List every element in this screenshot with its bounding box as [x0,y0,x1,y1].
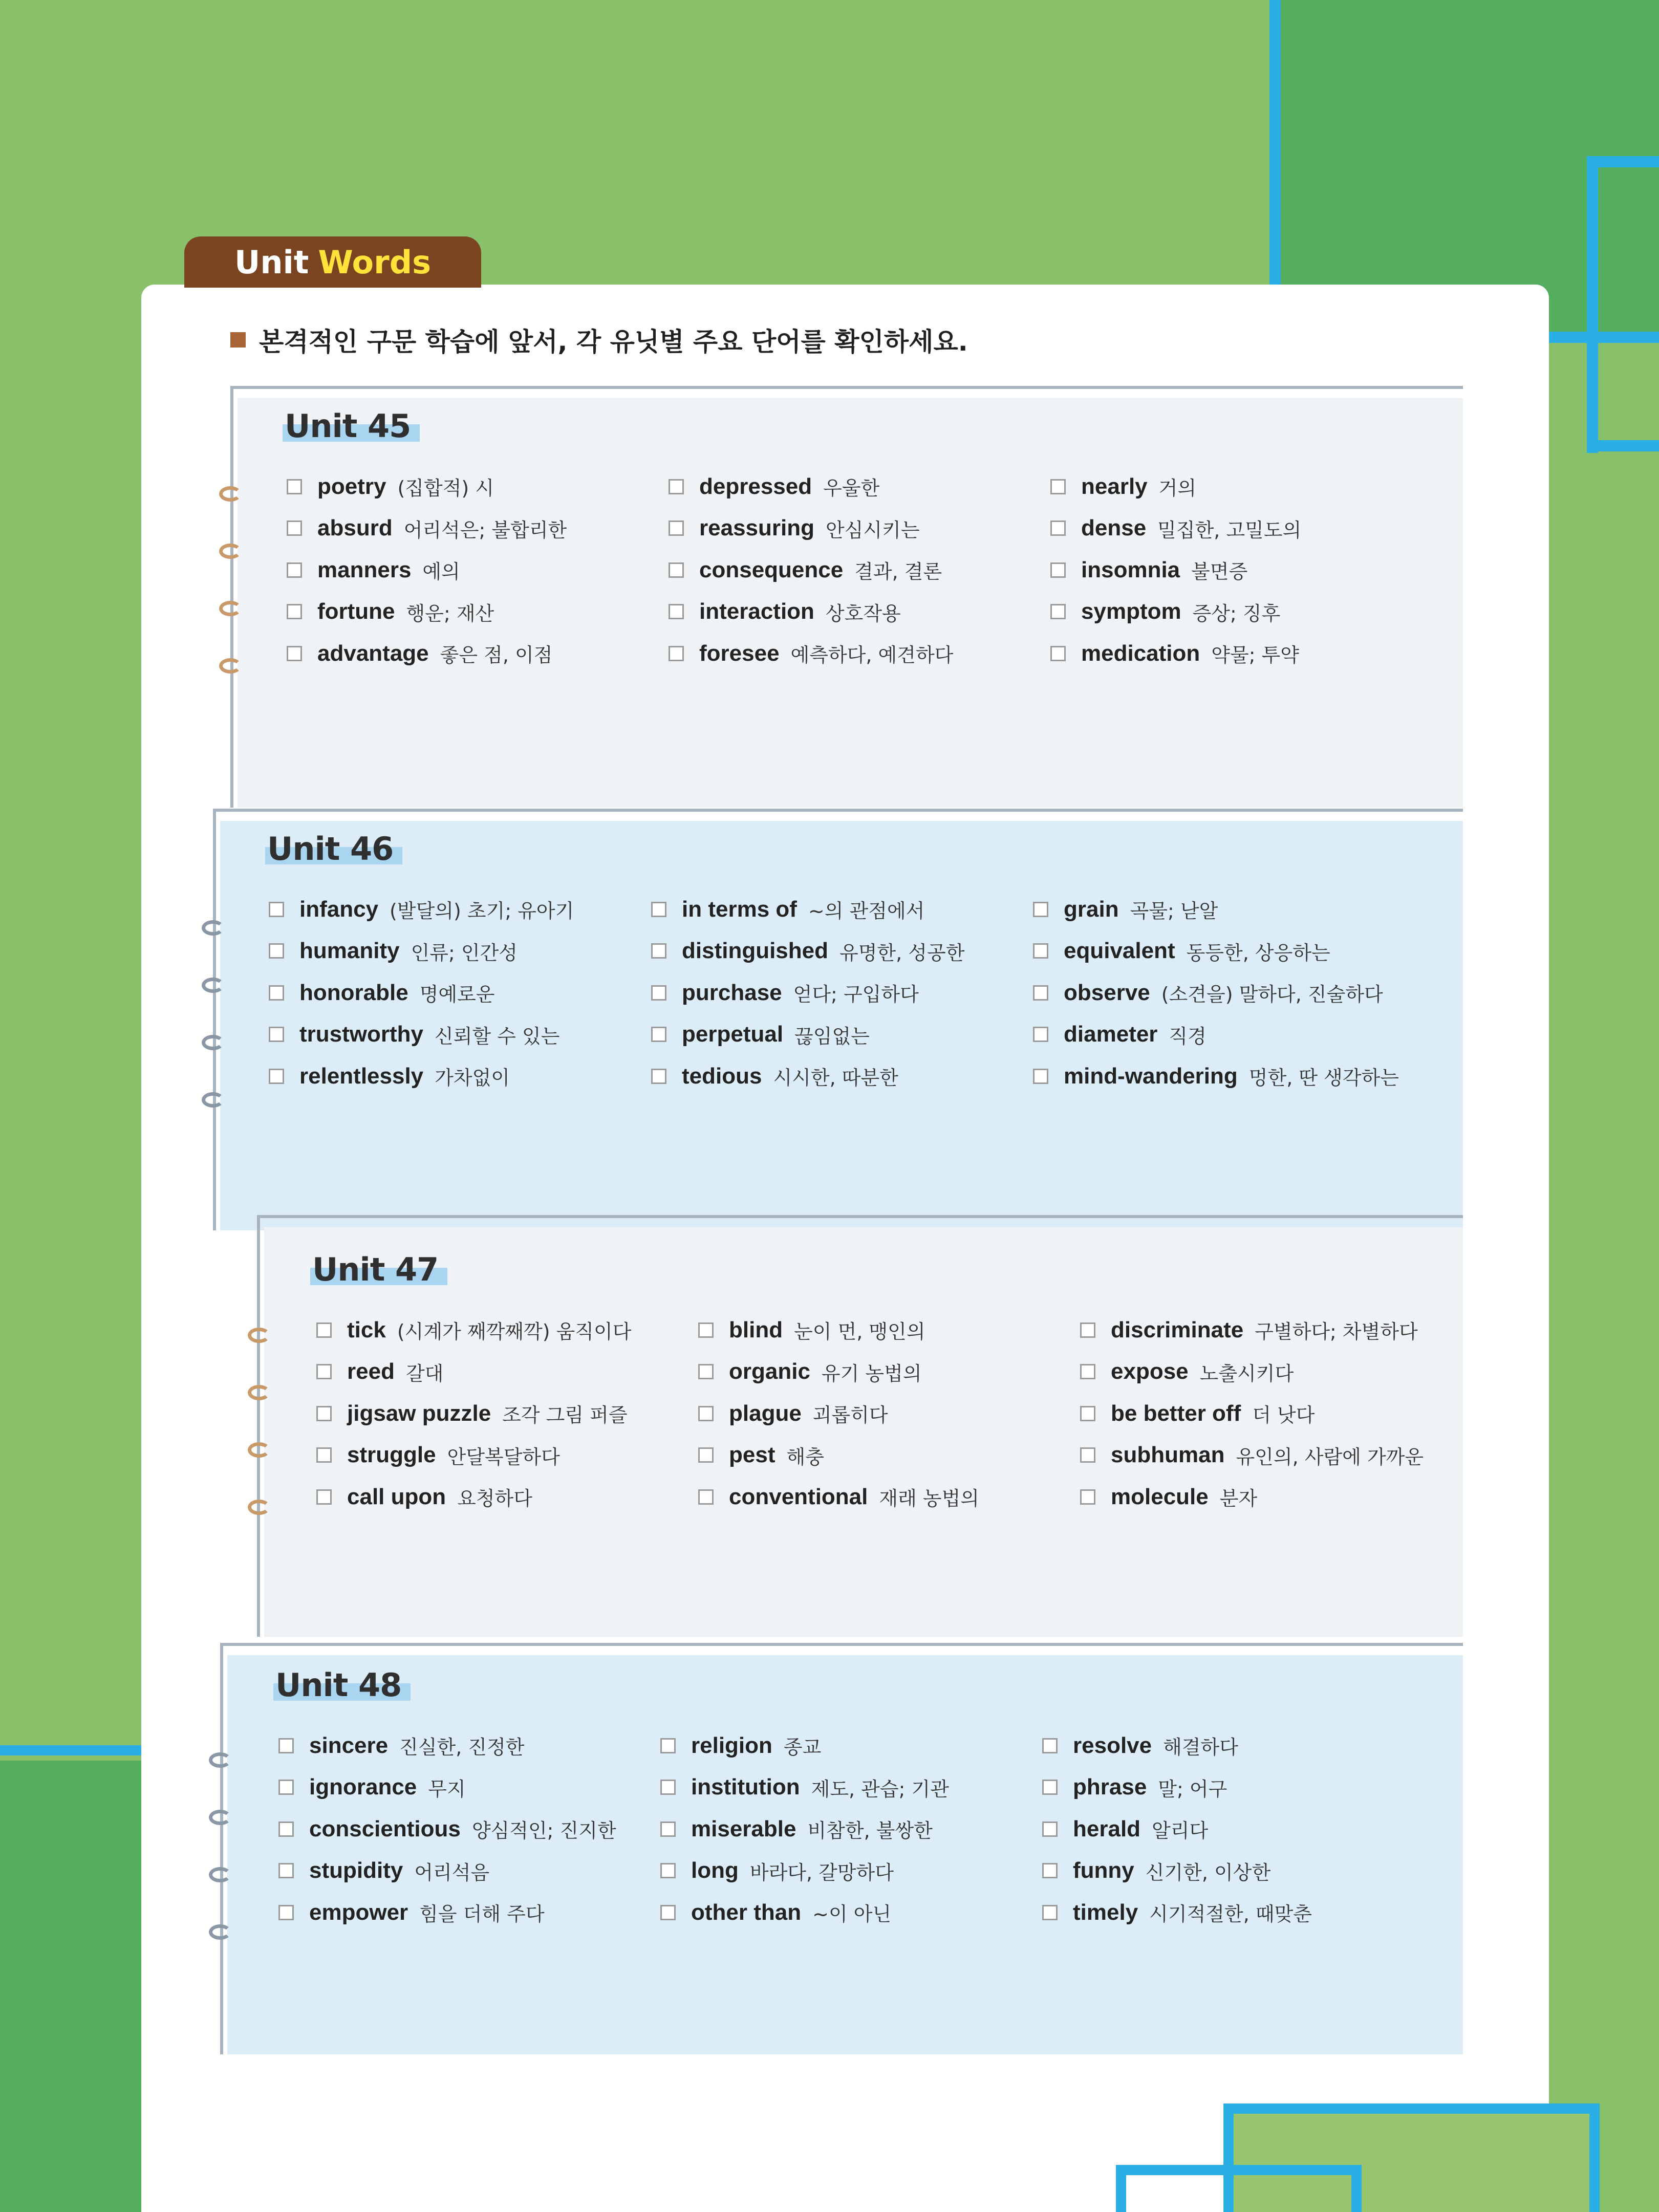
word-english: depressed [699,473,812,499]
word-korean: (발달의) 초기; 유아기 [390,900,574,923]
word-korean: 예의 [422,560,460,583]
word-korean: 곡물; 낟알 [1130,900,1218,923]
binder-ring-icon [209,1752,231,1768]
word-english: reassuring [699,515,814,541]
word-item [660,1850,949,1892]
word-english: blind [729,1317,783,1342]
word-english: humanity [299,938,400,964]
word-english: funny [1073,1858,1134,1883]
word-korean: 어리석은; 불합리한 [403,518,567,541]
checkbox[interactable] [698,1447,714,1463]
unit-words-tab [184,236,481,288]
word-column [669,466,953,675]
checkbox[interactable] [651,1069,666,1084]
word-korean: 얻다; 구입하다 [793,983,919,1006]
decorative-square-bottom-left [0,1761,141,2212]
checkbox[interactable] [278,1780,294,1795]
tab-word-unit: Unit [234,243,309,281]
word-item [1042,1850,1312,1892]
word-column [269,888,574,1097]
unit-title [267,830,393,868]
word-korean: 비참한, 불쌍한 [807,1819,933,1842]
word-item [316,1476,631,1518]
square-bullet-icon [230,332,246,348]
instruction [230,321,968,358]
word-english: pest [729,1442,775,1468]
checkbox[interactable] [1080,1364,1095,1379]
binder-ring-icon [248,1500,270,1515]
decorative-square-bottom-right [1229,2109,1597,2212]
word-item [1042,1892,1312,1934]
word-english: infancy [299,896,379,922]
word-korean: 괴롭히다 [812,1404,888,1427]
word-korean: 해결하다 [1163,1736,1238,1759]
word-english: absurd [317,515,393,541]
word-english: grain [1064,896,1119,922]
word-english: perpetual [682,1022,784,1047]
unit-title [312,1251,438,1288]
word-english: mind-wandering [1064,1063,1238,1089]
word-item [1080,1309,1424,1351]
word-item [1050,508,1301,550]
word-english: tedious [682,1063,762,1089]
checkbox[interactable] [316,1447,332,1463]
instruction-text: 본격적인 구문 학습에 앞서, 각 유닛별 주요 단어를 확인하세요. [259,327,968,357]
checkbox[interactable] [269,1027,284,1042]
word-english: reed [347,1359,395,1384]
word-english: diameter [1064,1022,1158,1047]
word-item [287,591,567,633]
unit-47-card [264,1227,1463,1637]
checkbox[interactable] [1042,1738,1058,1753]
checkbox[interactable] [1042,1863,1058,1878]
checkbox[interactable] [287,562,302,578]
word-korean: 재래 농법의 [879,1487,979,1510]
word-item [651,888,964,930]
word-item [1033,1014,1399,1056]
checkbox[interactable] [660,1821,676,1837]
word-korean: 무지 [428,1777,466,1801]
word-korean: 우울한 [823,477,880,500]
checkbox[interactable] [1042,1821,1058,1837]
decorative-line [0,1745,141,1755]
word-item [278,1892,616,1934]
word-item [660,1808,949,1850]
word-english: phrase [1073,1774,1147,1800]
word-column [287,466,567,675]
word-korean: 말; 어구 [1158,1777,1227,1801]
word-korean: 밀집한, 고밀도의 [1157,518,1302,541]
word-english: miserable [691,1816,796,1841]
checkbox[interactable] [1033,1069,1048,1084]
binder-ring-icon [219,658,242,674]
word-korean: 해충 [786,1445,824,1468]
checkbox[interactable] [698,1489,714,1505]
word-english: relentlessly [299,1063,424,1089]
checkbox[interactable] [278,1905,294,1920]
word-item [651,1014,964,1056]
checkbox[interactable] [269,1069,284,1084]
word-column [1050,466,1301,675]
word-english: purchase [682,980,782,1005]
word-korean: 바라다, 갈망하다 [749,1861,894,1884]
word-item [287,508,567,550]
word-item [278,1808,616,1850]
checkbox[interactable] [669,479,684,494]
word-item [651,930,964,972]
checkbox[interactable] [669,646,684,661]
word-item [660,1767,949,1809]
word-english: insomnia [1081,557,1180,582]
binder-ring-icon [248,1328,270,1343]
word-item [316,1435,631,1477]
word-english: expose [1111,1359,1189,1384]
word-korean: 어리석음 [414,1861,490,1884]
checkbox[interactable] [278,1863,294,1878]
word-korean: 시시한, 따분한 [773,1067,898,1090]
word-item [287,633,567,675]
checkbox[interactable] [669,521,684,536]
word-english: organic [729,1359,810,1384]
word-item [278,1850,616,1892]
word-english: nearly [1081,473,1148,499]
word-english: in terms of [682,896,797,922]
word-korean: 끊임없는 [794,1025,870,1048]
checkbox[interactable] [278,1821,294,1837]
word-english: empower [309,1899,408,1925]
word-item [1042,1725,1312,1767]
word-item [669,633,953,675]
word-item [698,1309,979,1351]
checkbox[interactable] [1050,604,1066,619]
word-english: subhuman [1111,1442,1225,1468]
unit-title-text: Unit 47 [312,1251,439,1288]
decorative-line [1116,2165,1126,2212]
word-korean: ~이 아닌 [812,1903,892,1926]
word-item [1050,466,1301,508]
word-korean: 갈대 [405,1362,444,1385]
word-item [1050,633,1301,675]
decorative-line [1351,2165,1362,2212]
checkbox[interactable] [660,1738,676,1753]
word-item [651,972,964,1014]
word-english: manners [317,557,412,582]
word-column [660,1725,949,1934]
checkbox[interactable] [287,479,302,494]
binder-ring-icon [219,544,242,559]
word-english: conscientious [309,1816,461,1841]
word-korean: 유기 농법의 [821,1362,922,1385]
word-english: struggle [347,1442,436,1468]
checkbox[interactable] [1050,521,1066,536]
checkbox[interactable] [698,1364,714,1379]
checkbox[interactable] [1033,943,1048,959]
word-item [1050,549,1301,591]
checkbox[interactable] [651,1027,666,1042]
checkbox[interactable] [269,985,284,1001]
word-korean: 신기한, 이상한 [1145,1861,1271,1884]
word-item [660,1892,949,1934]
word-item [269,1055,574,1097]
word-english: jigsaw puzzle [347,1400,491,1426]
binder-ring-icon [209,1867,231,1882]
word-english: poetry [317,473,386,499]
word-korean: 좋은 점, 이점 [440,644,553,667]
word-column [1033,888,1399,1097]
word-korean: ~의 관점에서 [808,900,925,923]
word-korean: 양심적인; 진지한 [471,1819,616,1842]
checkbox[interactable] [1050,646,1066,661]
checkbox[interactable] [1080,1489,1095,1505]
word-item [698,1435,979,1477]
checkbox[interactable] [287,521,302,536]
word-english: foresee [699,640,780,666]
checkbox[interactable] [660,1905,676,1920]
word-english: call upon [347,1484,446,1509]
unit-46-card [220,821,1463,1230]
binder-ring-icon [202,1092,224,1108]
word-english: tick [347,1317,386,1342]
word-english: medication [1081,640,1200,666]
checkbox[interactable] [651,943,666,959]
word-korean: (소견을) 말하다, 진술하다 [1161,983,1383,1006]
word-column [1080,1309,1424,1518]
checkbox[interactable] [287,646,302,661]
word-korean: 상호작용 [825,602,901,625]
word-english: observe [1064,980,1150,1005]
checkbox[interactable] [1042,1780,1058,1795]
checkbox[interactable] [316,1489,332,1505]
word-item [278,1725,616,1767]
checkbox[interactable] [287,604,302,619]
word-korean: (시계가 째깍째깍) 움직이다 [397,1320,632,1343]
unit-45-card [238,398,1463,808]
word-korean: 분자 [1219,1487,1258,1510]
word-korean: 조각 그림 퍼즐 [502,1404,628,1427]
word-item [669,508,953,550]
word-column [316,1309,631,1518]
word-item [278,1767,616,1809]
word-item [669,591,953,633]
word-english: trustworthy [299,1022,423,1047]
checkbox[interactable] [316,1364,332,1379]
word-item [669,466,953,508]
word-column [698,1309,979,1518]
decorative-line [1223,2103,1600,2114]
word-item [316,1351,631,1393]
word-item [287,549,567,591]
unit-title-text: Unit 46 [267,830,394,868]
word-korean: 가차없이 [435,1067,510,1090]
word-english: long [691,1858,739,1883]
checkbox[interactable] [269,943,284,959]
word-english: symptom [1081,599,1181,624]
word-item [1080,1393,1424,1435]
word-english: resolve [1073,1732,1152,1758]
checkbox[interactable] [316,1322,332,1338]
word-english: conventional [729,1484,868,1509]
binder-ring-icon [219,486,242,502]
word-korean: 요청하다 [457,1487,532,1510]
checkbox[interactable] [1080,1322,1095,1338]
word-korean: (집합적) 시 [397,477,494,500]
checkbox[interactable] [669,604,684,619]
binder-ring-icon [209,1810,231,1825]
decorative-line [1549,332,1659,343]
checkbox[interactable] [1042,1905,1058,1920]
word-korean: 유인의, 사람에 가까운 [1236,1445,1424,1468]
checkbox[interactable] [1050,479,1066,494]
word-english: consequence [699,557,844,582]
word-item [1042,1767,1312,1809]
word-korean: 신뢰할 수 있는 [435,1025,560,1048]
binder-ring-icon [248,1385,270,1400]
word-korean: 예측하다, 예견하다 [790,644,954,667]
checkbox[interactable] [651,985,666,1001]
word-item [1033,972,1399,1014]
word-korean: 더 낫다 [1252,1404,1315,1427]
word-korean: 멍한, 딴 생각하는 [1248,1067,1399,1090]
word-item [1042,1808,1312,1850]
word-korean: 동등한, 상응하는 [1186,941,1330,964]
binder-ring-icon [209,1924,231,1940]
word-english: religion [691,1732,772,1758]
checkbox[interactable] [1050,562,1066,578]
word-item [698,1351,979,1393]
word-korean: 구별하다; 차별하다 [1255,1320,1418,1343]
checkbox[interactable] [1080,1406,1095,1421]
word-korean: 안달복달하다 [447,1445,560,1468]
word-item [269,972,574,1014]
word-korean: 제도, 관습; 기관 [811,1777,949,1801]
word-korean: 노출시키다 [1199,1362,1294,1385]
decorative-line [1223,2103,1234,2212]
word-korean: 시기적절한, 때맞춘 [1149,1903,1312,1926]
unit-title-text: Unit 48 [275,1666,402,1704]
binder-ring-icon [248,1442,270,1458]
word-korean: 약물; 투약 [1211,644,1299,667]
tab-word-words: Words [318,243,431,281]
word-english: dense [1081,515,1147,541]
binder-ring-icon [202,1035,224,1050]
word-item [669,549,953,591]
word-korean: 눈이 먼, 맹인의 [794,1320,925,1343]
word-column [278,1725,616,1934]
word-english: distinguished [682,938,828,964]
word-item [698,1393,979,1435]
word-item [698,1476,979,1518]
word-english: interaction [699,599,814,624]
word-english: advantage [317,640,429,666]
word-item [287,466,567,508]
word-korean: 증상; 징후 [1192,602,1281,625]
decorative-line [1587,156,1598,453]
decorative-line [1589,2103,1600,2212]
unit-48-card [227,1655,1463,2054]
checkbox[interactable] [1033,1027,1048,1042]
word-item [1080,1476,1424,1518]
word-english: discriminate [1111,1317,1244,1342]
word-korean: 인류; 인간성 [411,941,518,964]
decorative-line [1269,0,1281,287]
word-english: honorable [299,980,408,1005]
word-item [269,888,574,930]
word-item [1033,888,1399,930]
word-korean: 알리다 [1152,1819,1209,1842]
word-item [1033,930,1399,972]
word-korean: 힘을 더해 주다 [419,1903,545,1926]
binder-ring-icon [219,601,242,616]
unit-title-text: Unit 45 [285,407,411,445]
decorative-line [1116,2165,1356,2175]
word-item [316,1393,631,1435]
checkbox[interactable] [660,1863,676,1878]
word-column [1042,1725,1312,1934]
word-korean: 안심시키는 [825,518,920,541]
word-item [1080,1351,1424,1393]
word-english: timely [1073,1899,1138,1925]
checkbox[interactable] [669,562,684,578]
checkbox[interactable] [660,1780,676,1795]
word-korean: 결과, 결론 [854,560,942,583]
checkbox[interactable] [1080,1447,1095,1463]
checkbox[interactable] [698,1322,714,1338]
word-item [1050,591,1301,633]
binder-ring-icon [202,978,224,993]
word-korean: 진실한, 진정한 [399,1736,525,1759]
unit-title [275,1666,401,1704]
word-item [316,1309,631,1351]
unit-title [285,407,411,445]
word-english: fortune [317,599,395,624]
checkbox[interactable] [1033,902,1048,917]
word-english: plague [729,1400,802,1426]
word-english: sincere [309,1732,389,1758]
checkbox[interactable] [1033,985,1048,1001]
binder-ring-icon [202,920,224,936]
word-korean: 명예로운 [419,983,495,1006]
word-korean: 유명한, 성공한 [839,941,965,964]
word-column [651,888,964,1097]
checkbox[interactable] [269,902,284,917]
checkbox[interactable] [698,1406,714,1421]
word-english: stupidity [309,1858,403,1883]
word-item [1033,1055,1399,1097]
word-english: other than [691,1899,802,1925]
word-english: herald [1073,1816,1141,1841]
word-english: equivalent [1064,938,1175,964]
checkbox[interactable] [316,1406,332,1421]
word-english: be better off [1111,1400,1241,1426]
word-english: ignorance [309,1774,417,1800]
word-english: institution [691,1774,800,1800]
word-item [269,1014,574,1056]
word-item [660,1725,949,1767]
word-item [1080,1435,1424,1477]
word-korean: 행운; 재산 [406,602,494,625]
checkbox[interactable] [278,1738,294,1753]
word-item [651,1055,964,1097]
word-item [269,930,574,972]
word-korean: 종교 [783,1736,822,1759]
word-korean: 직경 [1169,1025,1206,1048]
word-korean: 불면증 [1191,560,1248,583]
word-korean: 거의 [1158,477,1197,500]
checkbox[interactable] [651,902,666,917]
decorative-line [1587,440,1659,451]
word-english: molecule [1111,1484,1209,1509]
